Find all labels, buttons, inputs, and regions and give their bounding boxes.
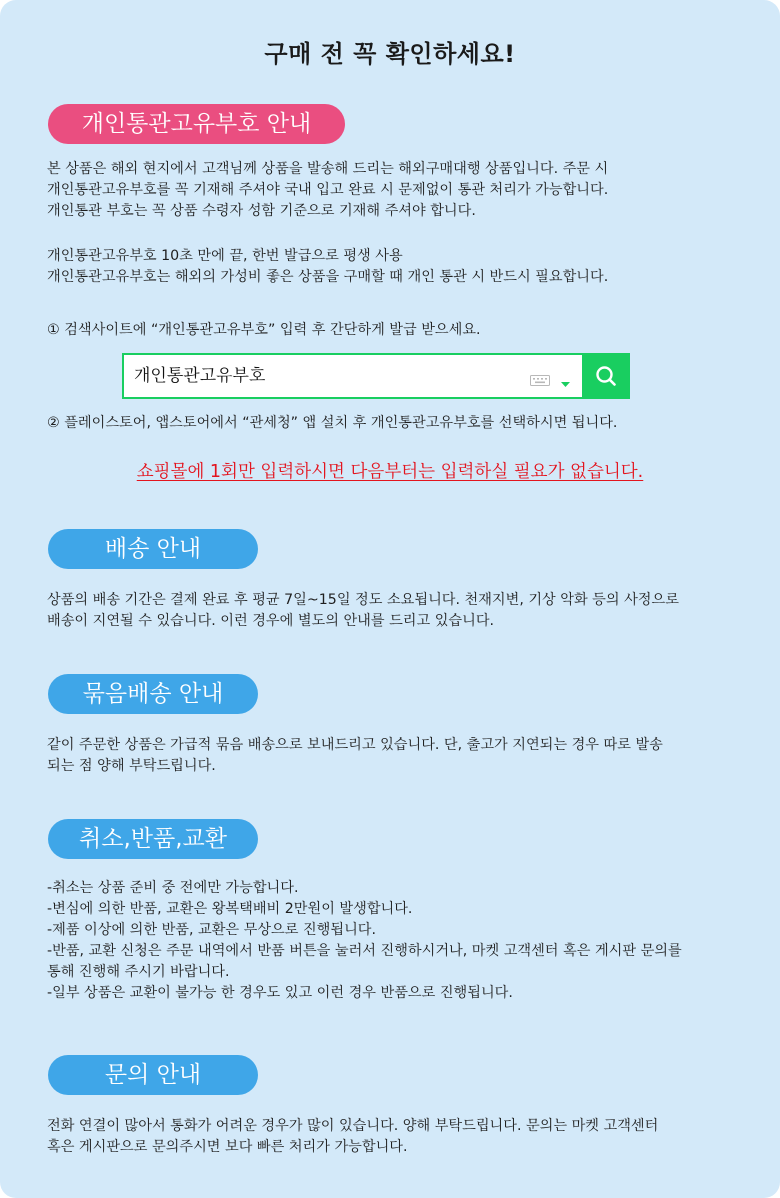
bundle-shipping-text	[47, 735, 762, 777]
shipping-heading: 배송 안내	[48, 529, 258, 569]
step-1-text	[47, 320, 762, 341]
keyboard-icon	[530, 371, 550, 390]
text-line: 개인통관 부호는 꼭 상품 수령자 성함 기준으로 기재해 주셔야 합니다.	[47, 203, 476, 219]
text-line: -반품, 교환 신청은 주문 내역에서 반품 버튼을 눌러서 진행하시거나, 마켓 고객센터 혹은 게시판 문의를	[47, 943, 682, 959]
step-2-text	[47, 413, 762, 434]
page-title: 구매 전 꼭 확인하세요!	[264, 40, 516, 68]
text-line: 상품의 배송 기간은 결제 완료 후 평균 7일~15일 정도 소요됩니다. 천재지변, 기상 악화 등의 사정으로	[47, 592, 679, 608]
text-line: 개인통관고유부호 10초 만에 끝, 한번 발급으로 평생 사용	[47, 248, 403, 264]
customs-info-text	[47, 246, 762, 288]
text-line: 되는 점 양해 부탁드립니다.	[47, 758, 216, 774]
cancel-return-heading: 취소,반품,교환	[48, 819, 258, 859]
text-line: -취소는 상품 준비 중 전에만 가능합니다.	[47, 880, 299, 896]
inquiry-heading: 문의 안내	[48, 1055, 258, 1095]
bundle-shipping-heading: 묶음배송 안내	[48, 674, 258, 714]
step-1-line: ① 검색사이트에 “개인통관고유부호” 입력 후 간단하게 발급 받으세요.	[47, 322, 481, 338]
text-line: 개인통관고유부호를 꼭 기재해 주셔야 국내 입고 완료 시 문제없이 통관 처리가 가능합니다.	[47, 182, 609, 198]
text-line: 혹은 게시판으로 문의주시면 보다 빠른 처리가 가능합니다.	[47, 1139, 408, 1155]
search-icon	[594, 364, 618, 388]
text-line: 본 상품은 해외 현지에서 고객님께 상품을 발송해 드리는 해외구매대행 상품입니다. 주문 시	[47, 161, 609, 177]
shipping-text	[47, 590, 762, 632]
search-bar-illustration	[122, 353, 630, 399]
customs-intro-text	[47, 159, 762, 222]
text-line: 통해 진행해 주시기 바랍니다.	[47, 964, 230, 980]
text-line: 배송이 지연될 수 있습니다. 이런 경우에 별도의 안내를 드리고 있습니다.	[47, 613, 495, 629]
text-line: 전화 연결이 많아서 통화가 어려운 경우가 많이 있습니다. 양해 부탁드립니다. 문의는 마켓 고객센터	[47, 1118, 659, 1134]
customs-code-heading: 개인통관고유부호 안내	[48, 104, 345, 144]
cancel-return-text	[47, 878, 762, 1004]
notice-text	[0, 458, 780, 483]
text-line: 같이 주문한 상품은 가급적 묶음 배송으로 보내드리고 있습니다. 단, 출고가 지연되는 경우 따로 발송	[47, 737, 663, 753]
text-line: 개인통관고유부호는 해외의 가성비 좋은 상품을 구매할 때 개인 통관 시 반드시 필요합니다.	[47, 269, 609, 285]
search-value: 개인통관고유부호	[134, 366, 266, 386]
caret-down-icon	[561, 373, 570, 392]
text-line: -변심에 의한 반품, 교환은 왕복택배비 2만원이 발생합니다.	[47, 901, 413, 917]
text-line: -제품 이상에 의한 반품, 교환은 무상으로 진행됩니다.	[47, 922, 377, 938]
search-button	[582, 353, 630, 399]
step-2-line: ② 플레이스토어, 앱스토어에서 “관세청” 앱 설치 후 개인통관고유부호를 선택하시면 됩니다.	[47, 415, 618, 431]
notice-underlined: 쇼핑몰에 1회만 입력하시면 다음부터는 입력하실 필요가 없습니다.	[136, 462, 644, 482]
inquiry-text	[47, 1116, 762, 1158]
text-line: -일부 상품은 교환이 불가능 한 경우도 있고 이런 경우 반품으로 진행됩니다.	[47, 985, 513, 1001]
